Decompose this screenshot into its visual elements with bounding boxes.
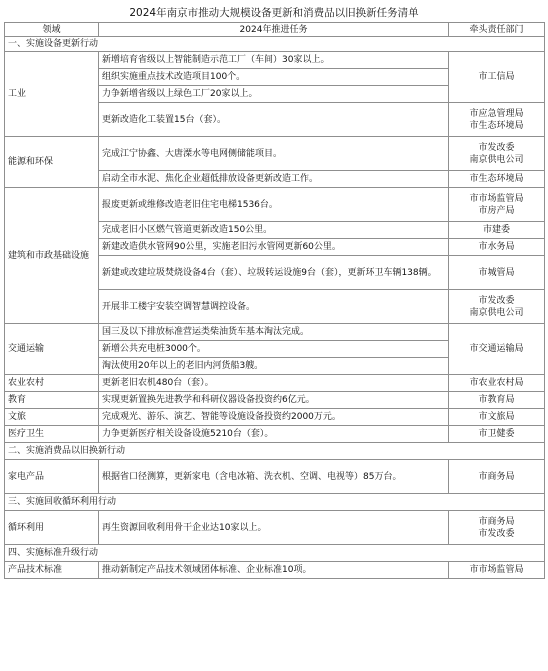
column-header-dept: 牵头责任部门 (449, 23, 545, 37)
dept-cell: 市市场监管局 (449, 562, 545, 579)
dept-cell: 市发改委 南京供电公司 (449, 290, 545, 324)
task-cell: 报废更新或维修改造老旧住宅电梯1536台。 (99, 188, 449, 222)
field-cell: 交通运输 (5, 324, 99, 375)
table-row (5, 324, 545, 341)
task-cell: 新建改造供水管网90公里，实施老旧污水管网更新60公里。 (99, 239, 449, 256)
table-row (5, 137, 545, 171)
document-title: 2024年南京市推动大规模设备更新和消费品以旧换新任务清单 (129, 7, 419, 19)
field-cell: 教育 (5, 392, 99, 409)
dept-cell: 市卫健委 (449, 426, 545, 443)
task-cell: 更新改造化工装置15台（套）。 (99, 103, 449, 137)
table-row (5, 511, 545, 545)
dept-cell: 市发改委 南京供电公司 (449, 137, 545, 171)
table-row (5, 409, 545, 426)
dept-cell: 市教育局 (449, 392, 545, 409)
table-row (5, 52, 545, 69)
task-cell: 完成老旧小区燃气管道更新改造150公里。 (99, 222, 449, 239)
field-cell: 产品技术标准 (5, 562, 99, 579)
task-cell: 力争新增省级以上绿色工厂20家以上。 (99, 86, 449, 103)
section-heading: 四、实施标准升级行动 (5, 545, 545, 562)
dept-cell: 市水务局 (449, 239, 545, 256)
dept-cell: 市应急管理局 市生态环境局 (449, 103, 545, 137)
dept-cell: 市建委 (449, 222, 545, 239)
dept-cell: 市商务局 市发改委 (449, 511, 545, 545)
section-heading: 一、实施设备更新行动 (5, 37, 545, 52)
table-row (5, 460, 545, 494)
field-cell: 家电产品 (5, 460, 99, 494)
section-heading-row (5, 443, 545, 460)
column-header-field: 领域 (5, 23, 99, 37)
task-cell: 实现更新置换先进教学和科研仪器设备投资约6亿元。 (99, 392, 449, 409)
section-heading: 三、实施回收循环利用行动 (5, 494, 545, 511)
task-cell: 新增培育省级以上智能制造示范工厂（车间）30家以上。 (99, 52, 449, 69)
field-cell: 文旅 (5, 409, 99, 426)
task-list-body (5, 23, 545, 579)
dept-cell: 市商务局 (449, 460, 545, 494)
field-cell: 能源和环保 (5, 137, 99, 188)
task-cell: 完成观光、游乐、演艺、智能等设施设备投资约2000万元。 (99, 409, 449, 426)
section-heading-row (5, 37, 545, 52)
section-heading-row (5, 494, 545, 511)
table-row (5, 375, 545, 392)
task-cell: 力争更新医疗相关设备设施5210台（套）。 (99, 426, 449, 443)
task-cell: 启动全市水泥、焦化企业超低排放设备更新改造工作。 (99, 171, 449, 188)
task-cell: 更新老旧农机480台（套）。 (99, 375, 449, 392)
dept-cell: 市农业农村局 (449, 375, 545, 392)
dept-cell: 市城管局 (449, 256, 545, 290)
field-cell: 工业 (5, 52, 99, 137)
task-cell: 开展非工楼宇安装空调智慧调控设备。 (99, 290, 449, 324)
dept-cell: 市文旅局 (449, 409, 545, 426)
task-cell: 推动新制定产品技术领域团体标准、企业标准10项。 (99, 562, 449, 579)
task-cell: 国三及以下排放标准营运类柴油货车基本淘汰完成。 (99, 324, 449, 341)
task-cell: 组织实施重点技术改造项目100个。 (99, 69, 449, 86)
task-list-table (4, 22, 545, 579)
field-cell: 医疗卫生 (5, 426, 99, 443)
field-cell: 农业农村 (5, 375, 99, 392)
dept-cell: 市工信局 (449, 52, 545, 103)
field-cell: 循环利用 (5, 511, 99, 545)
task-cell: 根据省口径测算，更新家电（含电冰箱、洗衣机、空调、电视等）85万台。 (99, 460, 449, 494)
dept-cell: 市市场监管局 市房产局 (449, 188, 545, 222)
field-cell: 建筑和市政基础设施 (5, 188, 99, 324)
table-row (5, 392, 545, 409)
table-row (5, 188, 545, 222)
column-header-task: 2024年推进任务 (99, 23, 449, 37)
section-heading: 二、实施消费品以旧换新行动 (5, 443, 545, 460)
dept-cell: 市交通运输局 (449, 324, 545, 375)
task-cell: 新建或改建垃圾焚烧设备4台（套）、垃圾转运设施9台（套），更新环卫车辆138辆。 (99, 256, 449, 290)
table-row (5, 562, 545, 579)
task-cell: 完成江宁协鑫、大唐溧水等电网侧储能项目。 (99, 137, 449, 171)
table-header-row (5, 23, 545, 37)
task-cell: 新增公共充电桩3000个。 (99, 341, 449, 358)
task-cell: 再生资源回收利用骨干企业达10家以上。 (99, 511, 449, 545)
table-row (5, 426, 545, 443)
task-cell: 淘汰使用20年以上的老旧内河货船3艘。 (99, 358, 449, 375)
dept-cell: 市生态环境局 (449, 171, 545, 188)
section-heading-row (5, 545, 545, 562)
